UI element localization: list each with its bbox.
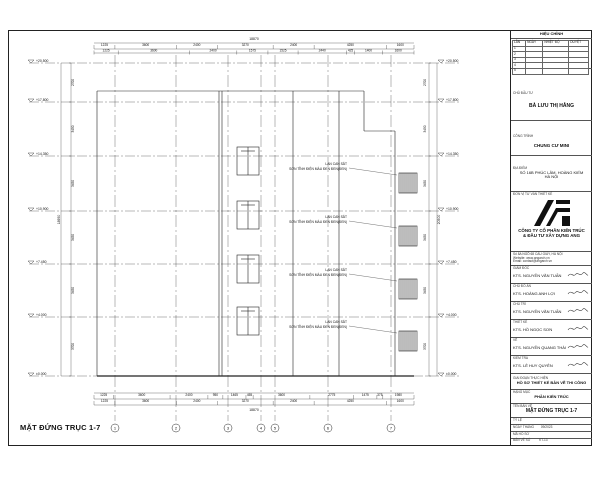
rev-row: 4 xyxy=(513,63,526,69)
level-marker-icon xyxy=(438,373,444,376)
vertical-total-label: 20500 xyxy=(437,214,441,225)
dimension-label: 3600 xyxy=(142,43,150,47)
axis-label: 1 xyxy=(113,425,117,431)
vertical-dimension-label: 3700 xyxy=(423,342,427,351)
axis-label: 2 xyxy=(174,425,178,431)
role-label: THIẾT KẾ xyxy=(513,320,528,324)
dimension-label: 2400 xyxy=(193,43,201,47)
client-cell xyxy=(511,91,592,121)
dimension-label: 2400 xyxy=(209,48,217,53)
dimension-label: 1600 xyxy=(396,399,404,403)
level-marker-icon xyxy=(28,314,34,317)
role-name: KTS. HOÀNG ANH LỢI xyxy=(513,290,555,296)
company-addr3: Email: contact@angarch.vn xyxy=(513,259,553,264)
dimension-label: 425 xyxy=(347,48,354,53)
dimension-label: 1600 xyxy=(394,48,402,53)
note-line1: LAN CAN SẮT xyxy=(325,162,347,166)
date-label: NGÀY THÁNG xyxy=(513,425,534,429)
level-marker-icon xyxy=(28,60,34,63)
company-logo-icon xyxy=(532,198,572,228)
axis-label: 3 xyxy=(226,425,230,431)
level-label: ±0.000 xyxy=(446,372,457,376)
project-cell xyxy=(511,134,592,156)
dimension-label: 1575 xyxy=(248,48,256,53)
company-addr1: Số 8A NGÕ 68 CẦU GIẤY, HÀ NỘI xyxy=(513,252,563,256)
dimension-label: 2400 xyxy=(290,43,298,47)
role-row xyxy=(511,356,592,374)
category-value: PHẦN KIẾN TRÚC xyxy=(534,393,569,399)
date-value: 09/2023 xyxy=(540,425,553,429)
dimension-label: 1475 xyxy=(361,393,369,397)
role-row xyxy=(511,302,592,320)
level-label: +7.450 xyxy=(446,260,457,264)
rev-row: 1 xyxy=(513,46,526,52)
vertical-dimension-label: 3450 xyxy=(71,125,75,133)
level-label: +4.000 xyxy=(446,313,457,317)
dimension-label: 1400 xyxy=(364,48,373,53)
note-line1: LAN CAN SẮT xyxy=(325,320,347,324)
number-label: MÃ HỒ SƠ xyxy=(513,432,530,436)
axis-label: 5 xyxy=(273,425,277,431)
axis-label: 7 xyxy=(389,425,393,431)
role-name: KTS. LÊ HUY QUYÊN xyxy=(513,362,553,368)
leader-line xyxy=(349,274,397,281)
dimension-label: 1465 xyxy=(230,393,238,397)
title-block xyxy=(510,31,591,445)
dimension-label: 3270 xyxy=(241,43,249,47)
rev-col-ngay: NGÀY xyxy=(526,41,543,47)
designer-label: ĐƠN VỊ TƯ VẤN THIẾT KẾ xyxy=(513,192,553,196)
company-name-line1: CÔNG TY CỔ PHẦN KIẾN TRÚC xyxy=(518,227,585,233)
leader-line xyxy=(349,221,397,228)
leader-line xyxy=(349,326,397,333)
vertical-dimension-label: 3450 xyxy=(423,179,427,188)
role-name: KTS. HỒ NGỌC SƠN xyxy=(513,326,553,332)
dimension-label: 1225 xyxy=(102,48,110,53)
category-cell xyxy=(511,390,592,404)
level-marker-icon xyxy=(438,208,444,211)
rev-row: 5 xyxy=(513,68,526,74)
dimension-label: 1980 xyxy=(394,393,402,397)
signature-icon xyxy=(567,360,589,369)
vertical-dimension-label: 2700 xyxy=(423,78,427,87)
dimension-label: 1525 xyxy=(279,48,287,53)
balcony-railing xyxy=(399,173,417,193)
role-row xyxy=(511,266,592,284)
overall-dimension-top: 18870 xyxy=(249,37,259,41)
sheetno-cell xyxy=(511,438,592,445)
dimension-label: 3270 xyxy=(241,399,249,403)
level-label: +14.350 xyxy=(36,152,49,156)
dimension-label: 3600 xyxy=(142,399,150,403)
role-row xyxy=(511,320,592,338)
role-name: KTS. NGUYỄN QUANG THÀI xyxy=(513,344,567,350)
leader-line xyxy=(349,168,397,175)
dimension-label: 4250 xyxy=(346,399,354,403)
level-label: ±0.000 xyxy=(36,372,47,376)
vertical-dimension-label: 3450 xyxy=(71,179,75,188)
revision-table-cell xyxy=(511,39,592,73)
vertical-dimension-label: 3450 xyxy=(71,233,75,242)
role-row xyxy=(511,338,592,356)
category-label: HẠNG MỤC xyxy=(513,390,531,394)
dimension-label: 1225 xyxy=(100,43,109,47)
date-cell xyxy=(511,425,592,432)
vertical-dimension-label: 3450 xyxy=(423,286,427,295)
address-label: ĐỊA ĐIỂM xyxy=(513,166,527,170)
signature-icon xyxy=(567,324,589,333)
rev-col-lan: LẦN xyxy=(513,41,526,47)
phase-cell xyxy=(511,376,592,390)
designer-cell xyxy=(511,192,592,252)
vertical-total-label: 18950 xyxy=(57,214,61,225)
client-name: BÀ LƯU THỊ HẰNG xyxy=(529,102,574,109)
balcony-railing xyxy=(399,226,417,246)
level-marker-icon xyxy=(28,153,34,156)
level-marker-icon xyxy=(28,261,34,264)
sheet-title-cell xyxy=(511,404,592,418)
level-label: +10.900 xyxy=(446,207,459,211)
signature-icon xyxy=(567,288,589,297)
dimension-label: 375 xyxy=(377,393,383,397)
company-addr2: Website: www.angarch.vn xyxy=(513,255,550,260)
elevation-drawing xyxy=(9,31,509,445)
vertical-dimension-label: 3450 xyxy=(423,233,427,242)
level-marker-icon xyxy=(28,99,34,102)
rev-row: 2 xyxy=(513,52,526,58)
client-label: CHỦ ĐẦU TƯ xyxy=(513,91,534,95)
scale-cell xyxy=(511,418,592,425)
rev-row: 3 xyxy=(513,57,526,63)
revision-table xyxy=(512,40,589,75)
vertical-dimension-label: 3700 xyxy=(71,342,75,351)
role-row xyxy=(511,284,592,302)
vertical-dimension-label: 3450 xyxy=(423,125,427,133)
level-label: +20.500 xyxy=(36,59,49,63)
signature-icon xyxy=(567,306,589,315)
dimension-label: 4250 xyxy=(346,43,354,47)
note-line1: LAN CAN SẮT xyxy=(325,215,347,219)
role-name: KTS. NGUYỄN VĂN TUẤN xyxy=(513,272,562,278)
dimension-label: 3600 xyxy=(277,393,286,397)
level-marker-icon xyxy=(28,373,34,376)
role-name: KTS. NGUYỄN VĂN TUẤN xyxy=(513,308,562,314)
dimension-label: 2400 xyxy=(185,393,193,397)
level-marker-icon xyxy=(28,208,34,211)
sheetno-label: BẢN VẼ SỐ xyxy=(513,438,531,442)
company-name-line2: & ĐẦU TƯ XÂY DỰNG ANG xyxy=(522,232,581,238)
overall-dimension-bottom: 18870 xyxy=(249,408,259,412)
role-label: CHỦ ĐỒ ÁN xyxy=(513,284,531,288)
dimension-label: 3600 xyxy=(138,393,146,397)
sheetno-value: KT-13 xyxy=(539,438,548,442)
sheet-value: MẶT ĐỨNG TRỤC 1-7 xyxy=(525,407,578,414)
revision-header: HIỆU CHỈNH xyxy=(511,31,592,39)
level-label: +17.800 xyxy=(446,98,459,102)
dimension-label: 3600 xyxy=(150,48,158,53)
note-line2: SƠN TĨNH ĐIỆN MÀU ĐEN ĐEN(ĐEN) xyxy=(289,220,347,224)
level-label: +10.900 xyxy=(36,207,49,211)
dimension-label: 2400 xyxy=(193,399,201,403)
level-label: +17.800 xyxy=(36,98,49,102)
phase-label: GIAI ĐOẠN THỰC HIỆN xyxy=(513,376,549,380)
balcony-railing xyxy=(399,331,417,351)
signature-icon xyxy=(567,342,589,351)
address-cell xyxy=(511,166,592,192)
axis-label: 4 xyxy=(259,425,263,431)
note-line2: SƠN TĨNH ĐIỆN MÀU ĐEN ĐEN(ĐEN) xyxy=(289,325,347,329)
dimension-label: 2775 xyxy=(328,393,336,397)
note-line1: LAN CAN SẮT xyxy=(325,268,347,272)
note-line2: SƠN TĨNH ĐIỆN MÀU ĐEN ĐEN(ĐEN) xyxy=(289,167,347,171)
role-label: KIỂM TRA xyxy=(513,356,528,360)
scale-label: TỶ LỆ xyxy=(513,418,522,422)
project-name: CHUNG CƯ MINI xyxy=(533,142,570,148)
level-marker-icon xyxy=(438,314,444,317)
level-marker-icon xyxy=(438,261,444,264)
signature-icon xyxy=(567,270,589,279)
address-line1: SỐ 16B PHÚC LÂM, HOÀNG KIẾM xyxy=(519,169,584,175)
dimension-label: 950 xyxy=(212,393,219,397)
level-marker-icon xyxy=(438,99,444,102)
level-marker-icon xyxy=(438,153,444,156)
address-line2: HÀ NỘI xyxy=(544,174,559,180)
dimension-label: 1600 xyxy=(396,43,404,47)
sheet-label: TÊN BẢN VẼ xyxy=(513,404,532,408)
level-marker-icon xyxy=(438,60,444,63)
dimension-label: 2400 xyxy=(290,399,298,403)
balcony-railing xyxy=(399,279,417,299)
role-label: GIÁM ĐỐC xyxy=(513,266,530,270)
project-label: CÔNG TRÌNH xyxy=(513,134,534,138)
axis-label: 6 xyxy=(326,425,330,431)
role-label: CHỦ TRÌ xyxy=(513,302,526,306)
company-address-cell xyxy=(511,252,592,266)
vertical-dimension-label: 3450 xyxy=(71,286,75,295)
dimension-label: 1225 xyxy=(100,393,108,397)
dimension-label: 1225 xyxy=(100,399,109,403)
rev-col-duyet: DUYỆT xyxy=(569,41,589,47)
vertical-dimension-label: 2700 xyxy=(71,78,75,87)
dimension-label: 2440 xyxy=(318,48,326,53)
phase-value: HỒ SƠ THIẾT KẾ BẢN VẼ THI CÔNG xyxy=(516,379,587,385)
level-label: +20.500 xyxy=(446,59,459,63)
level-label: +4.000 xyxy=(36,313,47,317)
level-label: +7.450 xyxy=(36,260,47,264)
level-label: +14.350 xyxy=(446,152,459,156)
dimension-label: 455 xyxy=(246,393,253,397)
drawing-title: MẶT ĐỨNG TRỤC 1-7 xyxy=(20,423,101,432)
rev-col-nhietdo: NHIỆT ĐỘ xyxy=(543,41,569,47)
role-label: VẼ xyxy=(513,338,518,342)
note-line2: SƠN TĨNH ĐIỆN MÀU ĐEN ĐEN(ĐEN) xyxy=(289,273,347,277)
